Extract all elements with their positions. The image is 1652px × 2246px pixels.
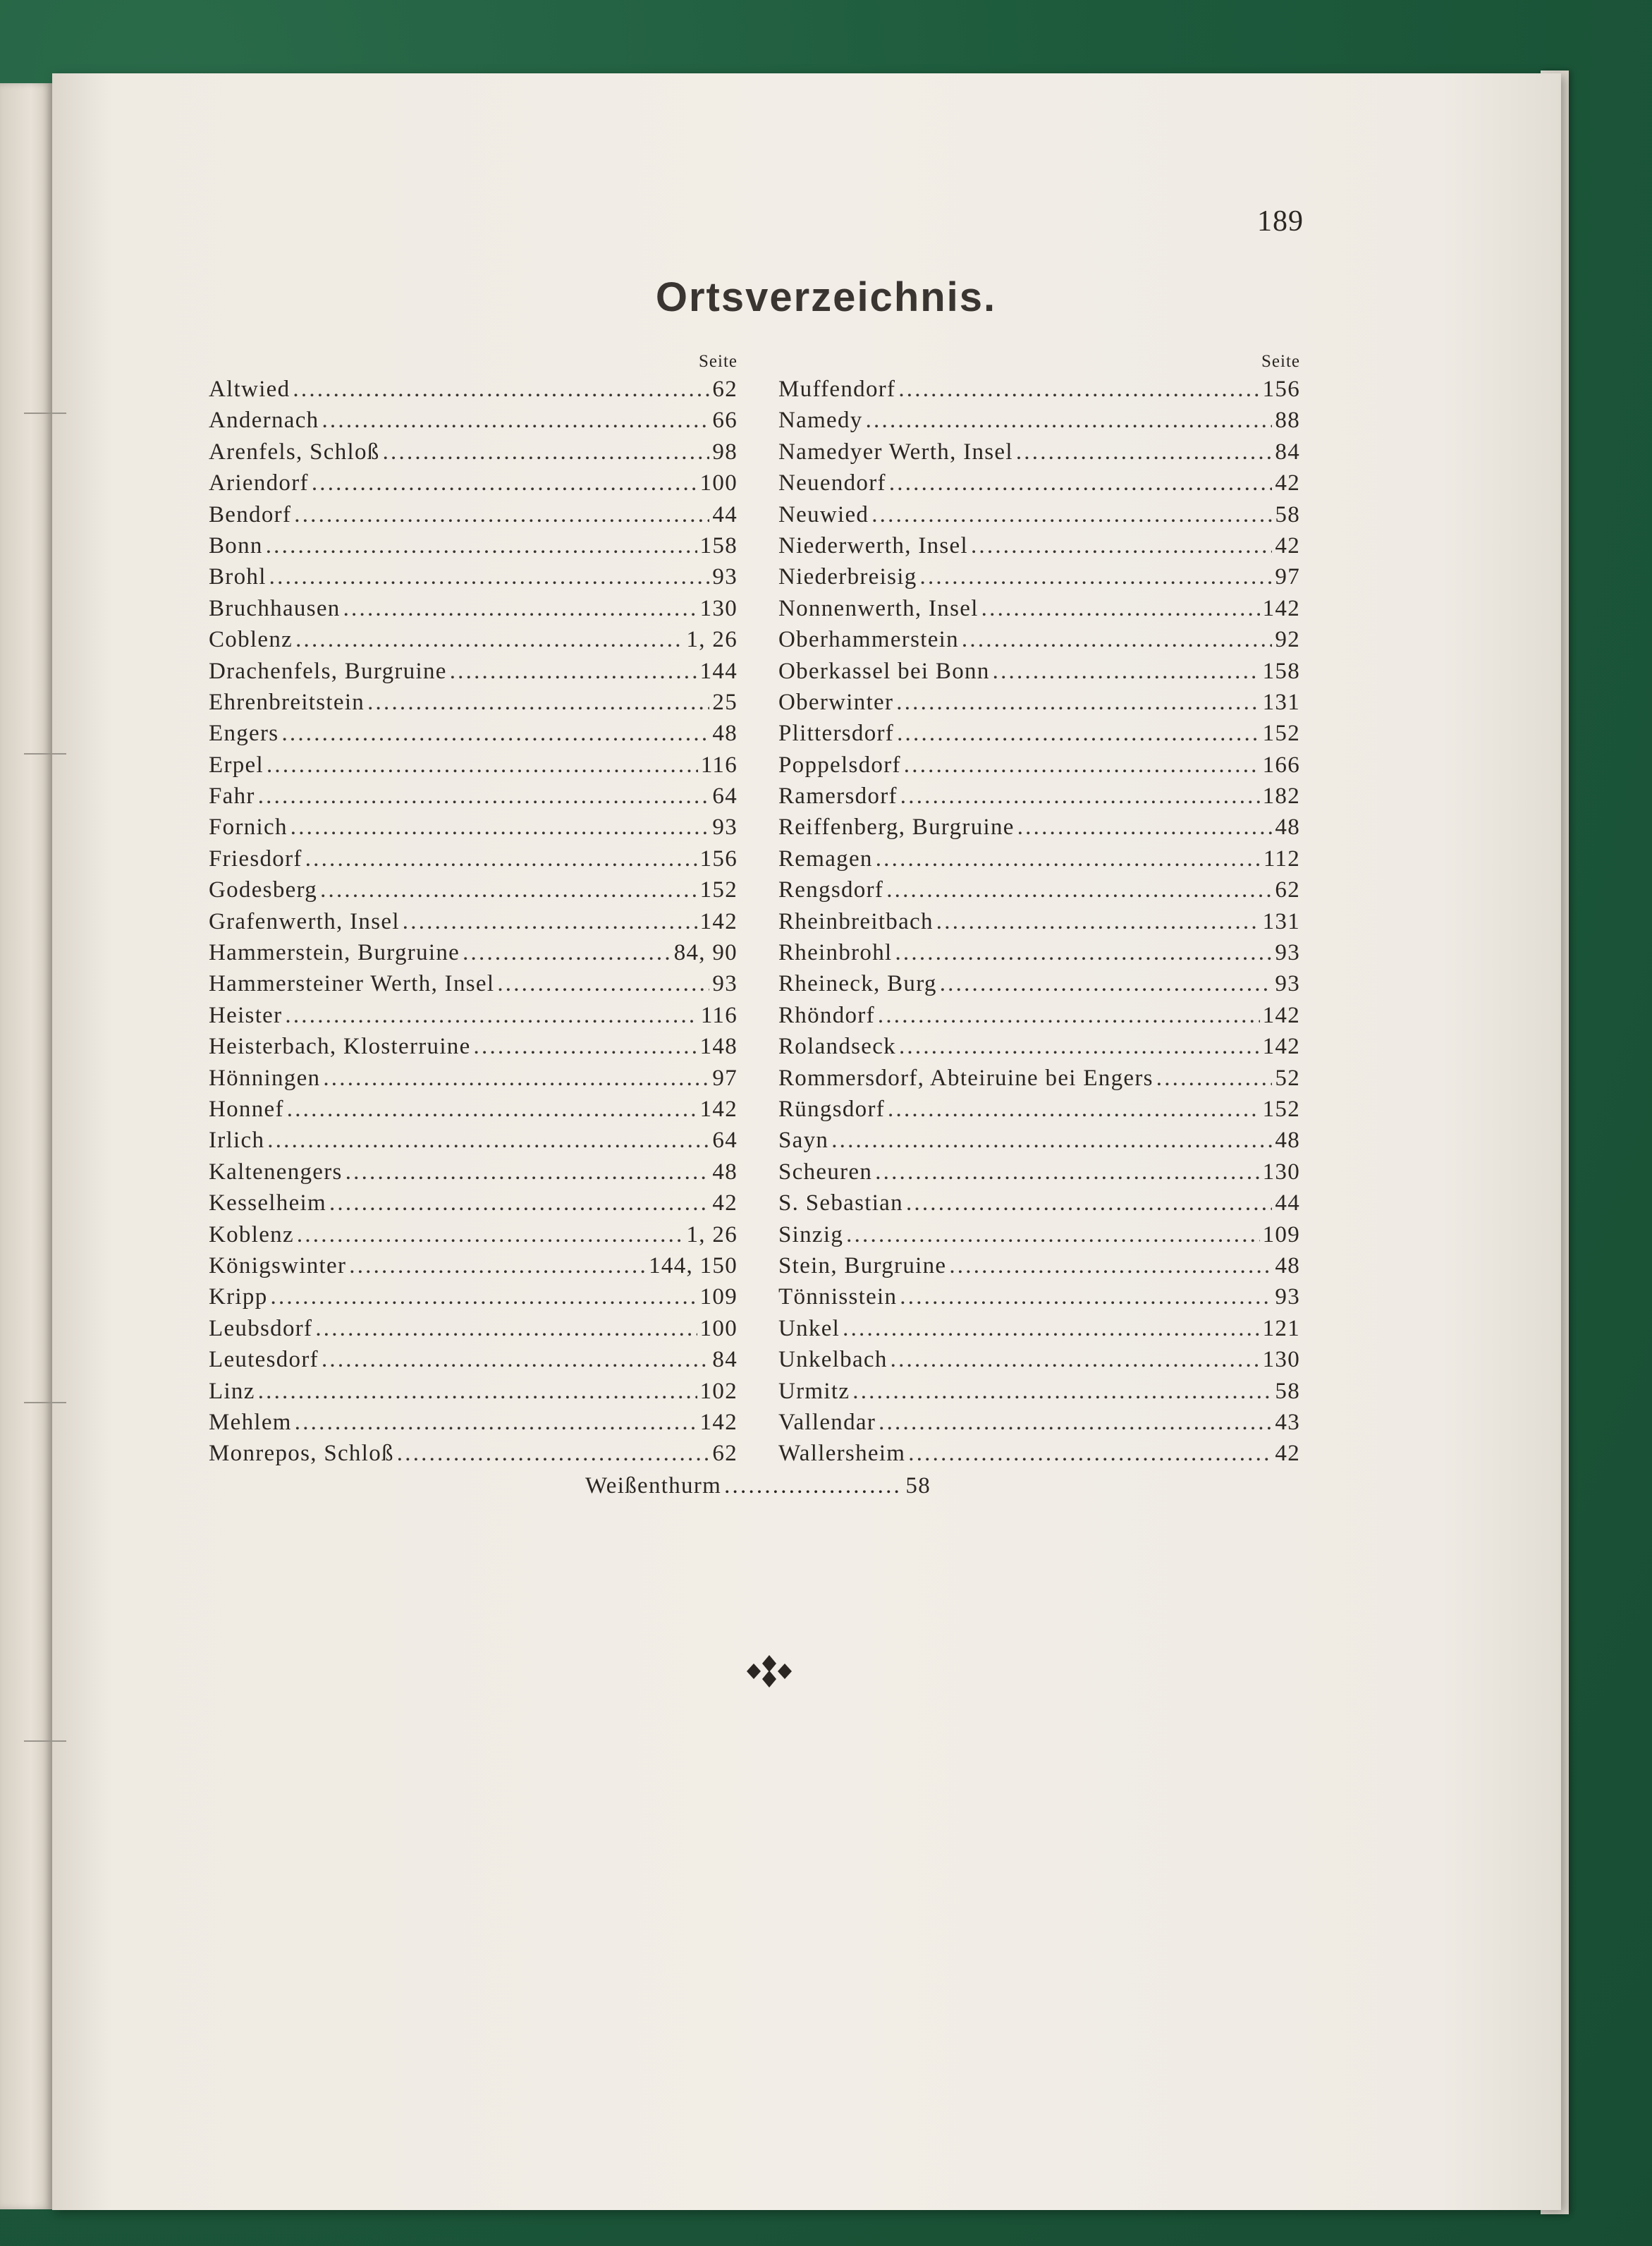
entry-page: 93 [1275, 940, 1300, 966]
entry-page: 42 [1275, 532, 1300, 559]
dot-leader [891, 1344, 1260, 1375]
dot-leader [906, 1188, 1272, 1219]
entry-page: 92 [1275, 627, 1300, 653]
dot-leader [724, 1470, 903, 1501]
entry-page: 62 [712, 377, 738, 402]
entry-name: Heisterbach, Klosterruine [209, 1034, 471, 1060]
index-entry [209, 530, 738, 561]
index-entry [209, 499, 738, 530]
entry-name: Rolandseck [778, 1034, 896, 1060]
dot-leader [343, 593, 697, 624]
entry-page: 84 [1275, 439, 1300, 465]
entry-page: 66 [712, 408, 738, 434]
entry-page: 93 [712, 814, 738, 841]
dot-leader [971, 530, 1272, 561]
entry-page: 52 [1275, 1065, 1300, 1091]
index-entry [209, 874, 738, 905]
index-entry [778, 1407, 1300, 1438]
entry-page: 58 [1275, 1378, 1300, 1404]
dot-leader [900, 1281, 1272, 1312]
dot-leader [349, 1250, 646, 1281]
dot-leader [269, 561, 710, 592]
entry-page: 48 [1275, 1252, 1300, 1278]
dot-leader [897, 718, 1260, 749]
dot-leader [258, 781, 710, 812]
column-header-seite: Seite [699, 352, 738, 371]
entry-page: 84 [712, 1347, 738, 1373]
dot-leader [1017, 812, 1273, 843]
entry-page: 121 [1262, 1315, 1300, 1341]
entry-page: 93 [712, 564, 738, 590]
dot-leader [875, 1156, 1259, 1188]
entry-name: Oberhammerstein [778, 627, 959, 653]
entry-name: Sinzig [778, 1221, 844, 1247]
index-entry [209, 468, 738, 499]
index-entry [778, 750, 1300, 781]
index-entry [778, 1313, 1300, 1344]
index-list-right [778, 374, 1300, 1470]
entry-page: 156 [699, 846, 738, 872]
entry-name: Hammersteiner Werth, Insel [209, 971, 495, 997]
entry-name: Rheineck, Burg [778, 971, 937, 997]
entry-page: 97 [712, 1065, 738, 1091]
index-entry [209, 437, 738, 468]
entry-page: 144, 150 [649, 1252, 738, 1278]
entry-page: 152 [699, 877, 738, 903]
entry-name: Stein, Burgruine [778, 1252, 947, 1278]
entry-name: Friesdorf [209, 846, 302, 872]
index-entry [778, 718, 1300, 749]
dot-leader [920, 561, 1273, 592]
entry-name: Fornich [209, 814, 288, 841]
entry-name: Leutesdorf [209, 1347, 319, 1373]
dot-leader [876, 843, 1261, 874]
entry-page: 58 [1275, 501, 1300, 527]
dot-leader [886, 874, 1272, 905]
index-entry [209, 1281, 738, 1312]
entry-name: Honnef [209, 1096, 284, 1122]
index-column-left [209, 350, 738, 1470]
index-entry [778, 374, 1300, 405]
index-entry [778, 1188, 1300, 1219]
entry-name: Bonn [209, 532, 263, 559]
index-entry [209, 1031, 738, 1062]
index-entry [778, 1376, 1300, 1407]
index-entry [209, 374, 738, 405]
entry-page: 109 [699, 1284, 738, 1310]
index-entry [778, 437, 1300, 468]
index-entry [778, 781, 1300, 812]
dot-leader [463, 937, 671, 968]
dot-leader [271, 1281, 697, 1312]
dot-leader [898, 374, 1259, 405]
index-entry [778, 530, 1300, 561]
entry-page: 1, 26 [686, 1221, 738, 1247]
entry-name: Vallendar [778, 1409, 876, 1435]
index-list-left [209, 374, 738, 1470]
index-entry [209, 593, 738, 624]
entry-name: Altwied [209, 377, 290, 402]
entry-name: Rheinbreitbach [778, 908, 934, 934]
entry-page: 142 [699, 1096, 738, 1122]
binding-stitch [24, 1402, 66, 1403]
entry-name: Reiffenberg, Burgruine [778, 814, 1015, 841]
entry-name: Neuwied [778, 501, 869, 527]
dot-leader [397, 1438, 710, 1469]
dot-leader [297, 1219, 684, 1250]
entry-page: 48 [712, 721, 738, 747]
entry-name: Grafenwerth, Insel [209, 908, 400, 934]
dot-leader [266, 530, 697, 561]
index-entry [209, 1094, 738, 1125]
index-entry [778, 593, 1300, 624]
dot-leader [871, 499, 1272, 530]
entry-page: 44 [712, 501, 738, 527]
entry-page: 42 [1275, 470, 1300, 496]
index-entry [209, 843, 738, 874]
entry-name: Nonnenwerth, Insel [778, 595, 979, 621]
dot-leader [949, 1250, 1272, 1281]
entry-name: Ehrenbreitstein [209, 689, 365, 715]
dot-leader [993, 656, 1260, 687]
entry-page: 156 [1262, 377, 1300, 402]
entry-page: 130 [1262, 1347, 1300, 1373]
dot-leader [450, 656, 697, 687]
entry-page: 142 [699, 1409, 738, 1435]
dot-leader [267, 1125, 709, 1156]
index-entry [778, 968, 1300, 999]
entry-page: 98 [712, 439, 738, 465]
index-entry [209, 1438, 738, 1469]
dot-leader [258, 1376, 697, 1407]
entry-page: 116 [700, 1002, 738, 1028]
entry-name: Brohl [209, 564, 267, 590]
entry-page: 93 [712, 971, 738, 997]
left-page-edge [0, 83, 52, 2209]
entry-page: 112 [1263, 846, 1300, 872]
dot-leader [312, 468, 697, 499]
dot-leader [904, 750, 1260, 781]
entry-name: Erpel [209, 752, 264, 778]
index-entry [778, 1219, 1300, 1250]
entry-name: Drachenfels, Burgruine [209, 658, 447, 684]
entry-page: 100 [699, 1315, 738, 1341]
entry-name: Andernach [209, 408, 319, 434]
entry-page: 44 [1275, 1190, 1300, 1216]
entry-page: 158 [699, 532, 738, 559]
entry-name: Sayn [778, 1128, 829, 1154]
entry-name: Rhöndorf [778, 1002, 875, 1028]
dot-leader [846, 1219, 1259, 1250]
entry-page: 131 [1262, 908, 1300, 934]
entry-name: Plittersdorf [778, 721, 895, 747]
index-entry [209, 781, 738, 812]
dot-leader [403, 906, 697, 937]
entry-name: S. Sebastian [778, 1190, 903, 1216]
dot-leader [285, 1000, 697, 1031]
entry-page: 102 [699, 1378, 738, 1404]
entry-page: 48 [1275, 814, 1300, 841]
entry-name: Muffendorf [778, 377, 896, 402]
index-entry [778, 937, 1300, 968]
binding-stitch [24, 1740, 66, 1742]
entry-name: Engers [209, 721, 279, 747]
entry-name: Neuendorf [778, 470, 886, 496]
entry-name: Kaltenengers [209, 1159, 343, 1185]
index-entry [209, 1063, 738, 1094]
dot-leader [1156, 1063, 1273, 1094]
dot-leader [295, 1407, 697, 1438]
dot-leader [305, 843, 697, 874]
entry-name: Arenfels, Schloß [209, 439, 380, 465]
entry-name: Poppelsdorf [778, 752, 901, 778]
dot-leader [879, 1407, 1272, 1438]
index-entry [209, 750, 738, 781]
index-entry [209, 405, 738, 436]
index-entry [209, 561, 738, 592]
index-entry [778, 1125, 1300, 1156]
index-entry [778, 1094, 1300, 1125]
binding-stitch [24, 413, 66, 414]
entry-page: 130 [699, 595, 738, 621]
entry-page: 43 [1275, 1409, 1300, 1435]
entry-page: 152 [1262, 1096, 1300, 1122]
dot-leader [866, 405, 1273, 436]
dot-leader [899, 1031, 1260, 1062]
entry-name: Ramersdorf [778, 783, 898, 810]
entry-name: Leubsdorf [209, 1315, 313, 1341]
dot-leader [295, 624, 683, 655]
index-entry [209, 812, 738, 843]
entry-page: 62 [712, 1441, 738, 1467]
index-entry [209, 1219, 738, 1250]
entry-page: 130 [1262, 1159, 1300, 1185]
entry-page: 42 [1275, 1441, 1300, 1467]
entry-page: 166 [1262, 752, 1300, 778]
entry-name: Rüngsdorf [778, 1096, 886, 1122]
entry-name: Kesselheim [209, 1190, 326, 1216]
entry-name: Rommersdorf, Abteiruine bei Engers [778, 1065, 1154, 1091]
entry-name: Irlich [209, 1128, 265, 1154]
index-entry [209, 1376, 738, 1407]
entry-page: 97 [1275, 564, 1300, 590]
index-entry [778, 405, 1300, 436]
dot-leader [878, 1000, 1260, 1031]
index-entry [209, 1125, 738, 1156]
entry-name: Remagen [778, 846, 873, 872]
index-entry [778, 1156, 1300, 1188]
entry-name: Niederbreisig [778, 564, 917, 590]
entry-page: 42 [712, 1190, 738, 1216]
binding-stitch [24, 753, 66, 755]
index-entry [209, 1188, 738, 1219]
entry-page: 84, 90 [673, 940, 738, 966]
entry-name: Unkel [778, 1315, 840, 1341]
entry-page: 88 [1275, 408, 1300, 434]
entry-page: 25 [712, 689, 738, 715]
dot-leader [981, 593, 1260, 624]
dot-leader [367, 687, 709, 718]
index-entry [778, 843, 1300, 874]
dot-leader [843, 1313, 1259, 1344]
entry-name: Rheinbrohl [778, 940, 893, 966]
index-entry [778, 1063, 1300, 1094]
entry-name: Weißenthurm [585, 1473, 722, 1499]
page-title: Ortsverzeichnis. [655, 274, 997, 320]
dot-leader [852, 1376, 1272, 1407]
index-entry [778, 656, 1300, 687]
entry-page: 100 [699, 470, 738, 496]
entry-page: 131 [1262, 689, 1300, 715]
dot-leader [294, 499, 709, 530]
dot-leader [329, 1188, 709, 1219]
index-entry [778, 812, 1300, 843]
index-entry-final [585, 1470, 931, 1501]
index-entry [209, 937, 738, 968]
four-diamond-fleuron-icon [741, 1654, 797, 1689]
entry-name: Königswinter [209, 1252, 347, 1278]
entry-page: 48 [1275, 1128, 1300, 1154]
dot-leader [908, 1438, 1272, 1469]
entry-name: Ariendorf [209, 470, 309, 496]
entry-page: 152 [1262, 721, 1300, 747]
dot-leader [345, 1156, 710, 1188]
index-entry [209, 1250, 738, 1281]
entry-name: Hönningen [209, 1065, 321, 1091]
dot-leader [896, 687, 1259, 718]
index-entry [209, 1000, 738, 1031]
index-entry [778, 1438, 1300, 1469]
dot-leader [889, 468, 1273, 499]
dot-leader [888, 1094, 1260, 1125]
entry-name: Koblenz [209, 1221, 294, 1247]
dot-leader [323, 1063, 709, 1094]
page-number: 189 [1257, 205, 1304, 238]
index-entry [778, 624, 1300, 655]
index-entry [209, 1344, 738, 1375]
dot-leader [320, 874, 697, 905]
entry-page: 58 [905, 1473, 931, 1499]
dot-leader [831, 1125, 1272, 1156]
entry-page: 142 [699, 908, 738, 934]
entry-name: Namedyer Werth, Insel [778, 439, 1013, 465]
dot-leader [936, 906, 1260, 937]
index-entry [209, 968, 738, 999]
entry-page: 93 [1275, 1284, 1300, 1310]
dot-leader [293, 374, 709, 405]
entry-name: Tönnisstein [778, 1284, 898, 1310]
entry-name: Namedy [778, 408, 863, 434]
index-entry [778, 561, 1300, 592]
index-entry [778, 1281, 1300, 1312]
entry-name: Mehlem [209, 1409, 292, 1435]
entry-name: Bendorf [209, 501, 292, 527]
entry-name: Linz [209, 1378, 255, 1404]
entry-page: 93 [1275, 971, 1300, 997]
entry-name: Unkelbach [778, 1347, 888, 1373]
entry-page: 148 [699, 1034, 738, 1060]
entry-page: 48 [712, 1159, 738, 1185]
entry-page: 64 [712, 1128, 738, 1154]
entry-name: Wallersheim [778, 1441, 906, 1467]
entry-name: Godesberg [209, 877, 318, 903]
dot-leader [322, 1344, 709, 1375]
dot-leader [322, 405, 709, 436]
dot-leader [900, 781, 1260, 812]
index-entry [778, 1000, 1300, 1031]
entry-page: 182 [1262, 783, 1300, 810]
entry-name: Oberkassel bei Bonn [778, 658, 990, 684]
entry-name: Kripp [209, 1284, 268, 1310]
column-header-seite: Seite [1261, 352, 1300, 371]
index-entry [209, 718, 738, 749]
index-entry [778, 687, 1300, 718]
entry-page: 1, 26 [686, 627, 738, 653]
entry-page: 142 [1262, 595, 1300, 621]
index-entry [209, 1313, 738, 1344]
entry-name: Heister [209, 1002, 283, 1028]
entry-name: Urmitz [778, 1378, 850, 1404]
index-entry [209, 656, 738, 687]
dot-leader [497, 968, 709, 999]
entry-page: 142 [1262, 1034, 1300, 1060]
dot-leader [287, 1094, 697, 1125]
entry-page: 116 [700, 752, 738, 778]
entry-name: Rengsdorf [778, 877, 884, 903]
entry-page: 144 [699, 658, 738, 684]
index-entry [778, 1344, 1300, 1375]
entry-page: 62 [1275, 877, 1300, 903]
index-entry [778, 499, 1300, 530]
entry-page: 64 [712, 783, 738, 810]
index-entry [209, 687, 738, 718]
index-entry [209, 1156, 738, 1188]
entry-name: Monrepos, Schloß [209, 1441, 394, 1467]
index-entry [778, 874, 1300, 905]
index-entry [778, 468, 1300, 499]
dot-leader [281, 718, 709, 749]
index-entry [209, 906, 738, 937]
index-entry [209, 1407, 738, 1438]
entry-name: Scheuren [778, 1159, 873, 1185]
index-entry [778, 906, 1300, 937]
index-entry [778, 1250, 1300, 1281]
entry-name: Fahr [209, 783, 255, 810]
dot-leader [895, 937, 1272, 968]
dot-leader [940, 968, 1273, 999]
dot-leader [474, 1031, 697, 1062]
entry-name: Bruchhausen [209, 595, 341, 621]
index-column-right [778, 350, 1300, 1470]
dot-leader [962, 624, 1272, 655]
entry-name: Coblenz [209, 627, 293, 653]
dot-leader [267, 750, 698, 781]
entry-name: Hammerstein, Burgruine [209, 940, 460, 966]
entry-name: Niederwerth, Insel [778, 532, 968, 559]
dot-leader [1016, 437, 1273, 468]
entry-page: 109 [1262, 1221, 1300, 1247]
entry-page: 158 [1262, 658, 1300, 684]
index-entry [778, 1031, 1300, 1062]
entry-page: 142 [1262, 1002, 1300, 1028]
dot-leader [290, 812, 710, 843]
dot-leader [383, 437, 710, 468]
index-entry [209, 624, 738, 655]
entry-name: Oberwinter [778, 689, 894, 715]
dot-leader [315, 1313, 697, 1344]
